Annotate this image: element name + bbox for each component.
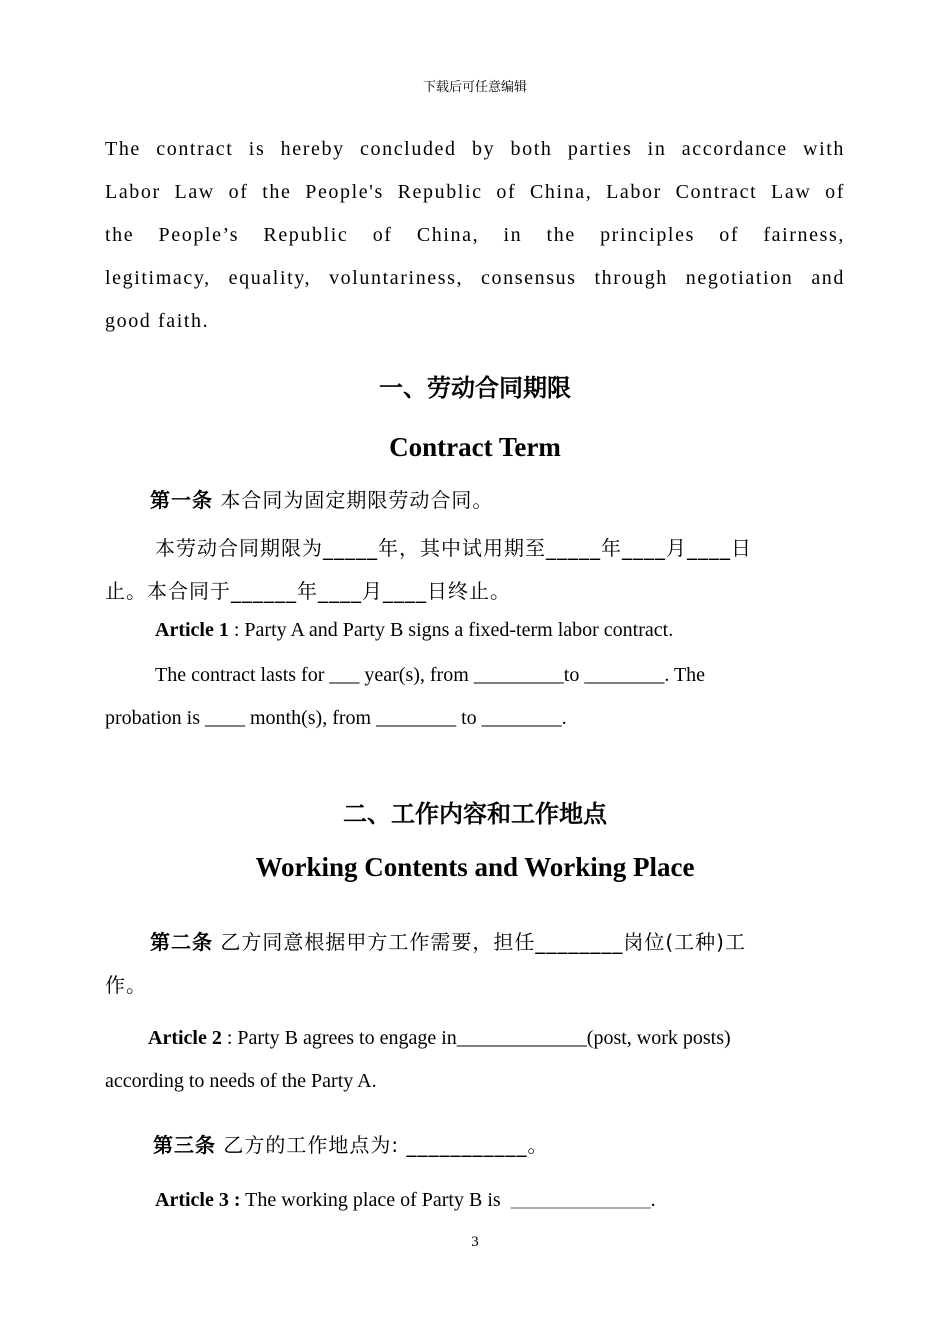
article1-en [155,619,673,642]
article3-cn-label: 第三条 [153,1133,216,1157]
article1-cn-label: 第一条 [150,488,213,512]
article2-cn-label: 第二条 [150,930,213,954]
intro-line-5: good faith. [105,310,210,332]
article2-en [148,1027,731,1050]
page-number: 3 [471,1234,479,1250]
article3-cn [153,1129,548,1158]
term-en-line-2: probation is ____ month(s), from ________ to ________. [105,707,567,729]
section1-title-en: Contract Term [389,432,561,462]
article1-cn-text: 本合同为固定期限劳动合同。 [213,488,494,512]
section2-title-en: Working Contents and Working Place [255,852,695,882]
article2-en-label: Article 2 [148,1027,222,1049]
article2-en-text: : Party B agrees to engage in_____________(post, work posts) [221,1027,731,1049]
article3-en-end: . [650,1189,656,1211]
article3-en-text: The working place of Party B is [240,1189,501,1211]
article1-cn [150,484,493,513]
article1-en-label: Article 1 [155,619,229,641]
article3-en-label: Article 3 : [155,1189,241,1211]
section2-title-cn: 二、工作内容和工作地点 [343,800,607,828]
term-cn-line-1: 本劳动合同期限为_____年，其中试用期至_____年____月____日 [155,536,752,560]
article2-cn-text: 乙方同意根据甲方工作需要，担任________岗位(工种)工 [213,930,746,954]
article2-en-line-2: according to needs of the Party A. [105,1070,377,1092]
intro-line-4: legitimacy, equality, voluntariness, consensus through negotiation and [105,267,845,289]
intro-line-2: Labor Law of the People's Republic of China, Labor Contract Law of [105,181,845,203]
intro-line-3: the People’s Republic of China, in the principles of fairness, [105,224,845,246]
term-en-line-1: The contract lasts for ___ year(s), from _________to ________. The [155,664,706,686]
article2-cn-line-2: 作。 [105,973,147,997]
article1-en-text: : Party A and Party B signs a fixed-term labor contract. [228,619,674,641]
intro-line-1: The contract is hereby concluded by both parties in accordance with [105,138,845,160]
article3-en [155,1189,656,1212]
article3-cn-text: 乙方的工作地点为: ___________。 [216,1133,549,1157]
section1-title-cn: 一、劳动合同期限 [379,374,571,402]
article3-en-blank: ______________ [500,1189,651,1211]
page-header-note: 下载后可任意编辑 [422,80,527,95]
term-cn-line-2: 止。本合同于______年____月____日终止。 [105,579,511,603]
article2-cn [150,926,746,955]
